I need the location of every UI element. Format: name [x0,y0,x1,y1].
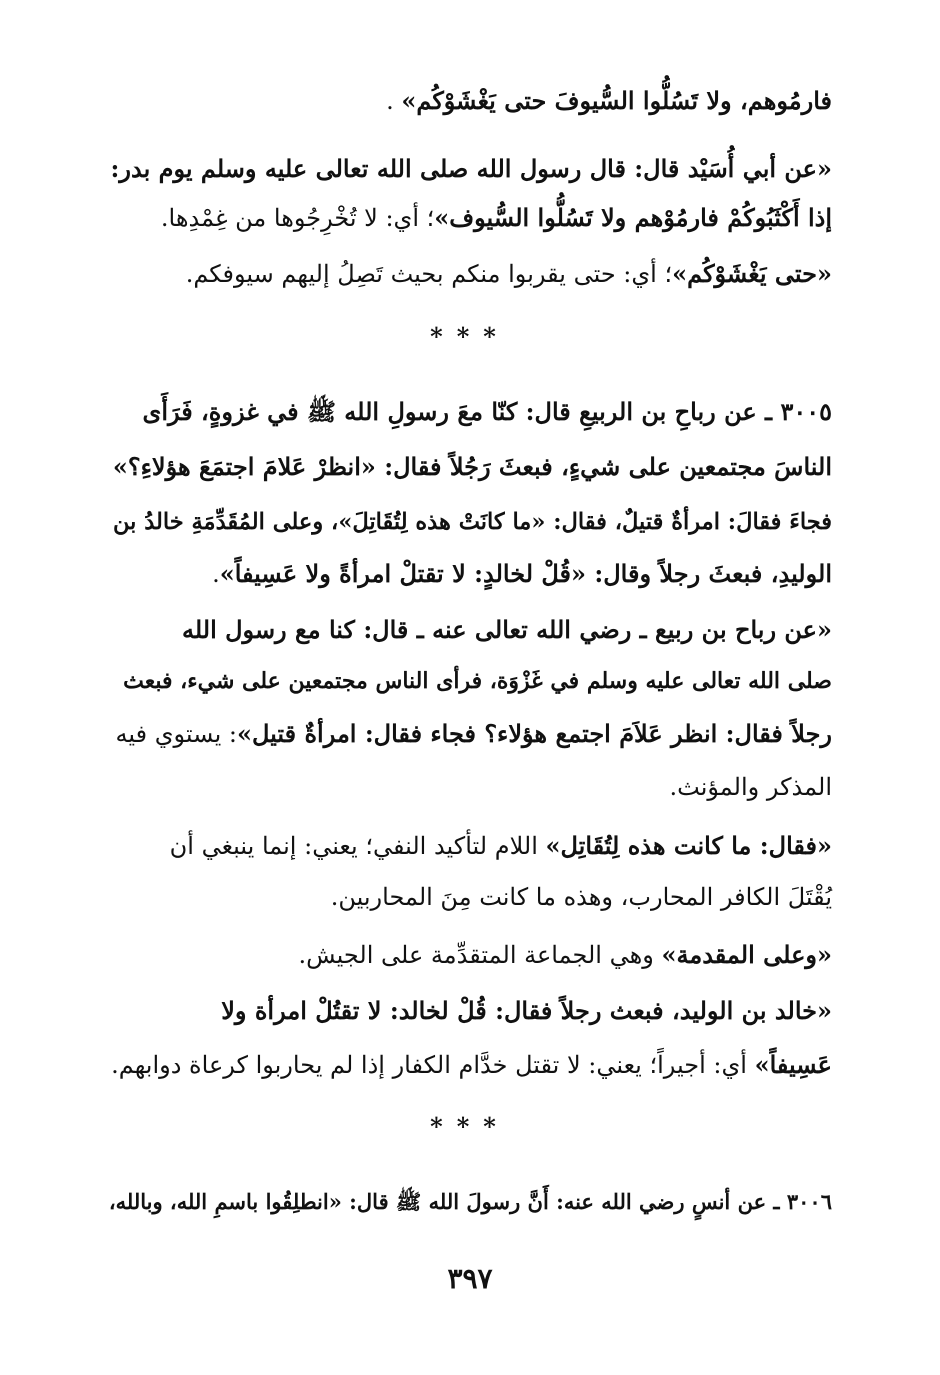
text-line-4: «حتى يَغْشَوْكُم»؛ أي: حتى يقربوا منكم بحيث تَصِلُ إليهم سيوفكم. [185,259,832,288]
text-line-12: المذكر والمؤنث. [669,773,832,801]
text-line-15: «وعلى المقدمة» وهي الجماعة المتقدِّمة على الجيش. [298,940,832,969]
text-line-3: إذا أَكْثَبُوكُمْ فارمُوْهم ولا تَسُلُّوا السُّيوف»؛ أي: لا تُخْرِجُوها من غِمْدِها. [160,203,832,232]
text-line-18: ٣٠٠٦ ـ عن أنسٍ رضي الله عنه: أَنَّ رسولَ الله ﷺ قال: «انطلِقُوا باسمِ الله، وبالله، [108,1189,832,1214]
text-line-13: «فقال: ما كانت هذه لِتُقَاتِل» اللام لتأكيد النفي؛ يعني: إنما ينبغي أن [169,831,832,860]
section-separator-2: *** [430,1112,510,1141]
text-line-1: فارمُوهم، ولا تَسُلُّوا السُّيوفَ حتى يَغْشَوْكُم» . [386,86,832,115]
text-line-16: «خالد بن الوليد، فبعث رجلاً فقال: قُلْ لخالد: لا تقتُلْ امرأة ولا [221,996,832,1025]
text-line-5: ٣٠٠٥ ـ عن رباحِ بن الربيعِ قال: كنّا معَ رسولِ الله ﷺ في غزوةٍ، فَرَأَى [142,397,832,426]
text-line-2: «عن أبي أُسَيْد قال: قال رسول الله صلى الله تعالى عليه وسلم يوم بدر: [110,154,832,183]
section-separator: *** [430,322,510,351]
text-line-6: الناسَ مجتمعين على شيءٍ، فبعثَ رَجُلاً فقال: «انظرْ عَلامَ اجتمَعَ هؤلاءِ؟» [112,452,832,481]
page-number: ٣٩٧ [447,1262,493,1295]
text-line-17: عَسِيفاً» أي: أجيراً؛ يعني: لا تقتل خدَّام الكفار إذا لم يحاربوا كرعاة دوابهم. [111,1050,832,1079]
text-line-10: صلى الله تعالى عليه وسلم في غَزْوَة، فرأى الناس مجتمعين على شيء، فبعث [123,668,832,694]
text-line-8: الوليدِ، فبعثَ رجلاً وقال: «قُلْ لخالدٍ: لا تقتلْ امرأةً ولا عَسِيفاً». [212,559,832,588]
text-line-9: «عن رباح بن ربيع ـ رضي الله تعالى عنه ـ قال: كنا مع رسول الله [181,615,832,644]
text-line-7: فجاءَ فقالَ: امرأةٌ قتيلٌ، فقال: «ما كانَتْ هذه لِتُقَاتِلَ»، وعلى المُقَدِّمَةِ خالدُ بن [112,509,832,535]
text-line-11: رجلاً فقال: انظر عَلاَمَ اجتمع هؤلاء؟ فجاء فقال: امرأةٌ قتيل»: يستوي فيه [115,719,832,748]
text-line-14: يُقْتَلَ الكافر المحارب، وهذه ما كانت مِنَ المحاربين. [330,883,832,911]
